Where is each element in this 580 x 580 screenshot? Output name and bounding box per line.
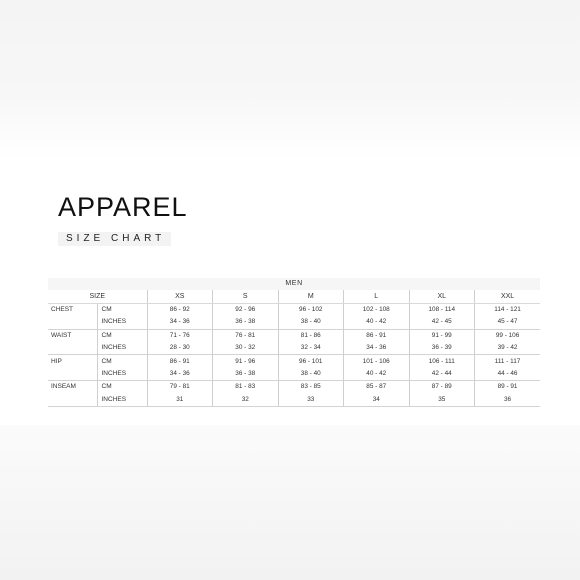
size-value-cell: 32 [213, 394, 279, 407]
page-title: APPAREL [58, 192, 188, 222]
size-header-s: S [213, 290, 279, 303]
size-value-cell: 40 - 42 [344, 316, 410, 329]
size-value-cell: 34 - 36 [147, 316, 213, 329]
size-value-cell: 28 - 30 [147, 342, 213, 355]
top-background [0, 0, 580, 160]
size-value-cell: 87 - 89 [409, 381, 475, 394]
size-value-cell: 35 [409, 394, 475, 407]
size-column-header: SIZE [48, 290, 147, 303]
unit-label: CM [97, 381, 147, 394]
size-value-cell: 42 - 44 [409, 368, 475, 381]
measure-label [48, 394, 97, 407]
size-table-body [48, 303, 540, 406]
size-value-cell: 30 - 32 [213, 342, 279, 355]
size-value-cell: 89 - 91 [475, 381, 541, 394]
size-header-xxl: XXL [475, 290, 541, 303]
bottom-background [0, 425, 580, 580]
unit-label: INCHES [97, 368, 147, 381]
measure-label: INSEAM [48, 381, 97, 394]
size-header-row [48, 290, 540, 303]
size-value-cell: 86 - 92 [147, 303, 213, 316]
size-value-cell: 36 - 38 [213, 368, 279, 381]
table-row [48, 329, 540, 342]
table-row [48, 394, 540, 407]
measure-label [48, 342, 97, 355]
size-header-l: L [344, 290, 410, 303]
measure-label [48, 368, 97, 381]
page-subtitle: SIZE CHART [58, 232, 171, 246]
size-value-cell: 45 - 47 [475, 316, 541, 329]
size-value-cell: 81 - 86 [278, 329, 344, 342]
size-value-cell: 76 - 81 [213, 329, 279, 342]
table-row [48, 355, 540, 368]
size-value-cell: 99 - 106 [475, 329, 541, 342]
size-value-cell: 32 - 34 [278, 342, 344, 355]
unit-label: INCHES [97, 316, 147, 329]
size-value-cell: 42 - 45 [409, 316, 475, 329]
size-value-cell: 39 - 42 [475, 342, 541, 355]
size-value-cell: 34 - 36 [344, 342, 410, 355]
unit-label: CM [97, 355, 147, 368]
unit-label: CM [97, 303, 147, 316]
table-row [48, 368, 540, 381]
measure-label: HIP [48, 355, 97, 368]
size-value-cell: 96 - 102 [278, 303, 344, 316]
size-chart-table [48, 278, 540, 407]
size-value-cell: 85 - 87 [344, 381, 410, 394]
size-value-cell: 44 - 46 [475, 368, 541, 381]
unit-label: CM [97, 329, 147, 342]
size-value-cell: 40 - 42 [344, 368, 410, 381]
size-value-cell: 114 - 121 [475, 303, 541, 316]
size-value-cell: 108 - 114 [409, 303, 475, 316]
size-value-cell: 81 - 83 [213, 381, 279, 394]
size-value-cell: 86 - 91 [147, 355, 213, 368]
size-value-cell: 86 - 91 [344, 329, 410, 342]
size-value-cell: 33 [278, 394, 344, 407]
measure-label [48, 316, 97, 329]
unit-label: INCHES [97, 342, 147, 355]
size-value-cell: 96 - 101 [278, 355, 344, 368]
size-value-cell: 38 - 40 [278, 316, 344, 329]
table-row [48, 342, 540, 355]
size-value-cell: 83 - 85 [278, 381, 344, 394]
size-header-xl: XL [409, 290, 475, 303]
table-row [48, 381, 540, 394]
group-header-men: MEN [48, 278, 540, 290]
size-header-m: M [278, 290, 344, 303]
size-value-cell: 34 [344, 394, 410, 407]
size-value-cell: 102 - 108 [344, 303, 410, 316]
size-value-cell: 111 - 117 [475, 355, 541, 368]
size-value-cell: 71 - 76 [147, 329, 213, 342]
size-header-xs: XS [147, 290, 213, 303]
size-value-cell: 34 - 36 [147, 368, 213, 381]
size-value-cell: 36 - 38 [213, 316, 279, 329]
table-row [48, 303, 540, 316]
size-value-cell: 38 - 40 [278, 368, 344, 381]
measure-label: WAIST [48, 329, 97, 342]
table-row [48, 316, 540, 329]
size-value-cell: 91 - 99 [409, 329, 475, 342]
size-value-cell: 79 - 81 [147, 381, 213, 394]
size-value-cell: 106 - 111 [409, 355, 475, 368]
measure-label: CHEST [48, 303, 97, 316]
size-value-cell: 92 - 96 [213, 303, 279, 316]
unit-label: INCHES [97, 394, 147, 407]
size-value-cell: 101 - 106 [344, 355, 410, 368]
size-value-cell: 36 [475, 394, 541, 407]
size-value-cell: 91 - 96 [213, 355, 279, 368]
size-value-cell: 36 - 39 [409, 342, 475, 355]
size-value-cell: 31 [147, 394, 213, 407]
